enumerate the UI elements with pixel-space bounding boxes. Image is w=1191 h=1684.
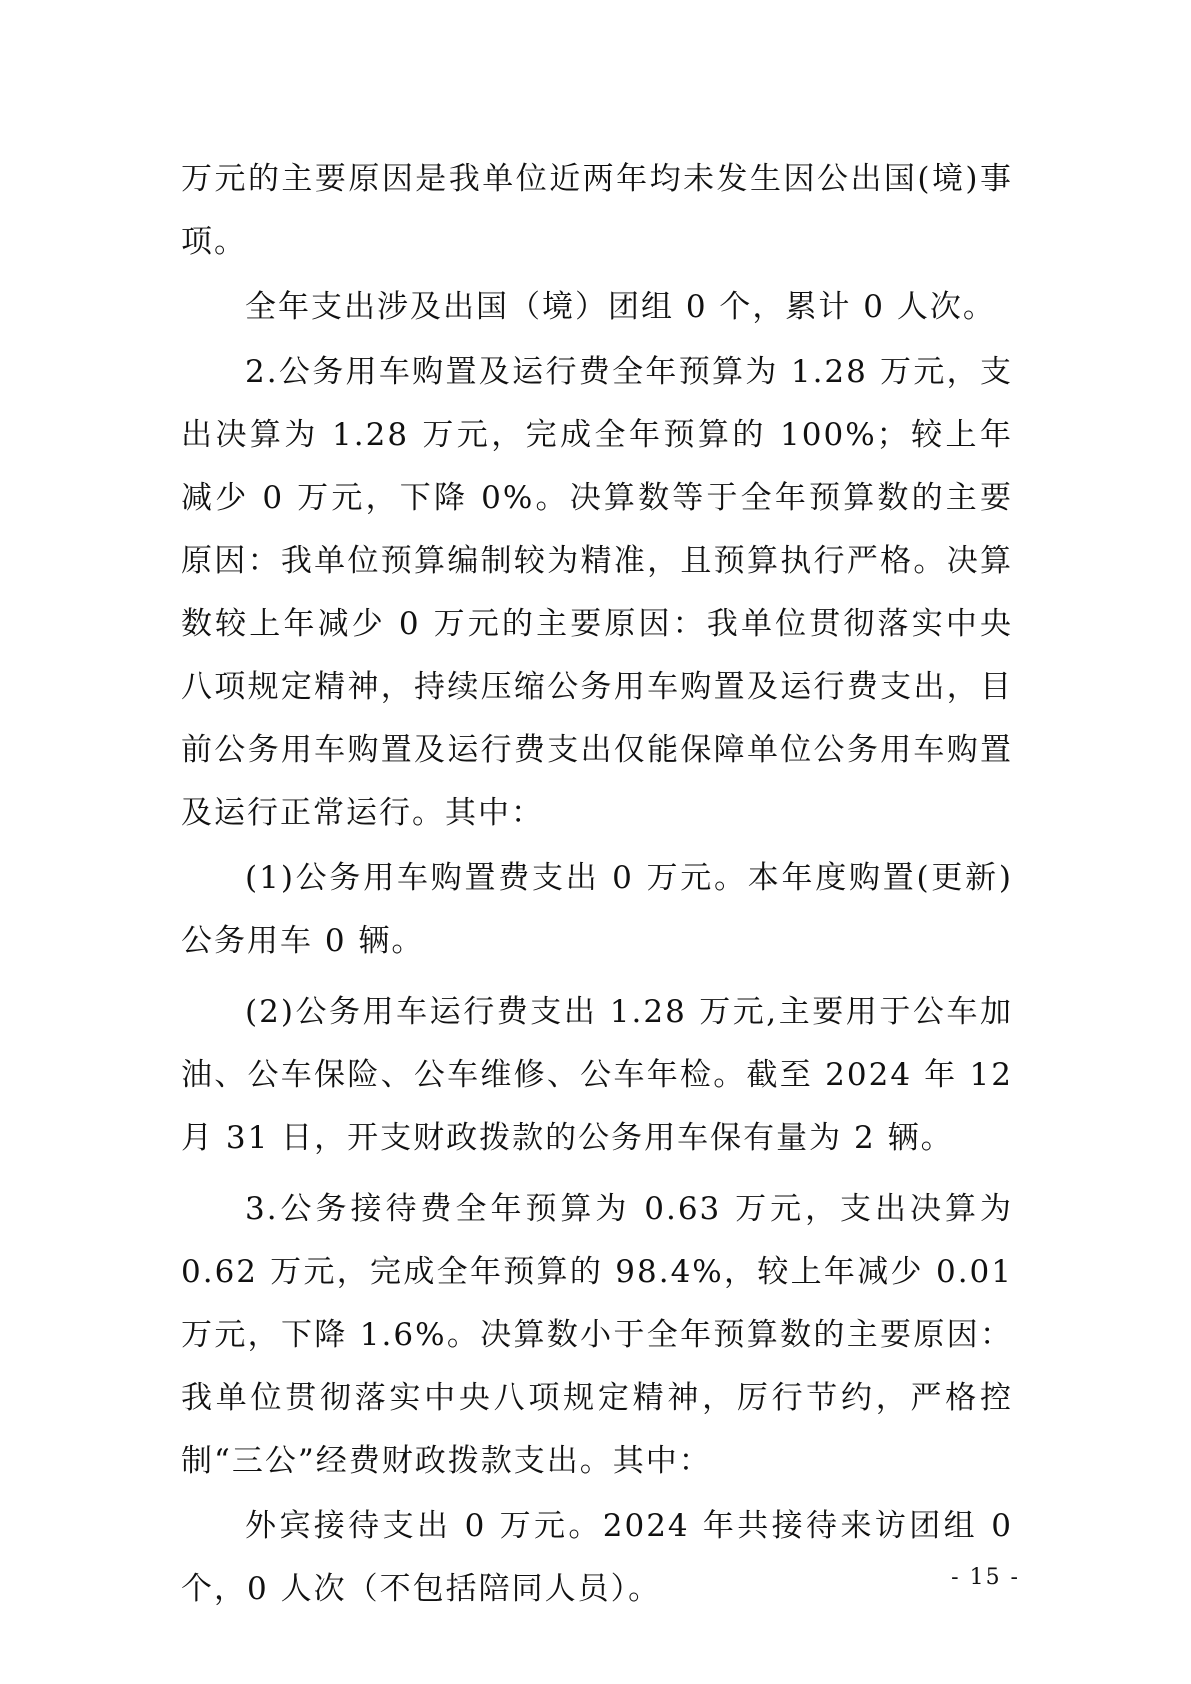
paragraph-vehicle-operation: (2)公务用车运行费支出 1.28 万元,主要用于公车加油、公车保险、公车维修、公车年检。截至 2024 年 12 月 31 日，开支财政拨款的公务用车保有量为 2 辆。 bbox=[181, 994, 1013, 1156]
paragraph-continuation: 万元的主要原因是我单位近两年均未发生因公出国(境)事项。 bbox=[181, 161, 1013, 260]
paragraph-vehicle-purchase: (1)公务用车购置费支出 0 万元。本年度购置(更新)公务用车 0 辆。 bbox=[181, 860, 1013, 959]
page-number: - 15 - bbox=[951, 1565, 1020, 1590]
paragraph-overseas-groups: 全年支出涉及出国（境）团组 0 个，累计 0 人次。 bbox=[245, 289, 996, 325]
body-text bbox=[181, 148, 1013, 1623]
paragraph-vehicle-expenses: 2.公务用车购置及运行费全年预算为 1.28 万元，支出决算为 1.28 万元，完成全年预算的 100%；较上年减少 0 万元，下降 0%。决算数等于全年预算数的主要原因：我单位预算编制较为精准，且预算执行严格。决算数较上年减少 0 万元的主要原因：我单位贯彻落实中央八项规定精神，持续压缩公务用车购置及运行费支出，目前公务用车购置及运行费支出仅能保障单位公务用车购置及运行正常运行。其中： bbox=[181, 354, 1013, 831]
paragraph-foreign-guests: 外宾接待支出 0 万元。2024 年共接待来访团组 0 个，0 人次（不包括陪同人员）。 bbox=[181, 1508, 1013, 1607]
paragraph-reception-expenses: 3.公务接待费全年预算为 0.63 万元，支出决算为 0.62 万元，完成全年预算的 98.4%，较上年减少 0.01 万元，下降 1.6%。决算数小于全年预算数的主要原因：我单位贯彻落实中央八项规定精神，厉行节约，严格控制“三公”经费财政拨款支出。其中： bbox=[181, 1191, 1013, 1479]
